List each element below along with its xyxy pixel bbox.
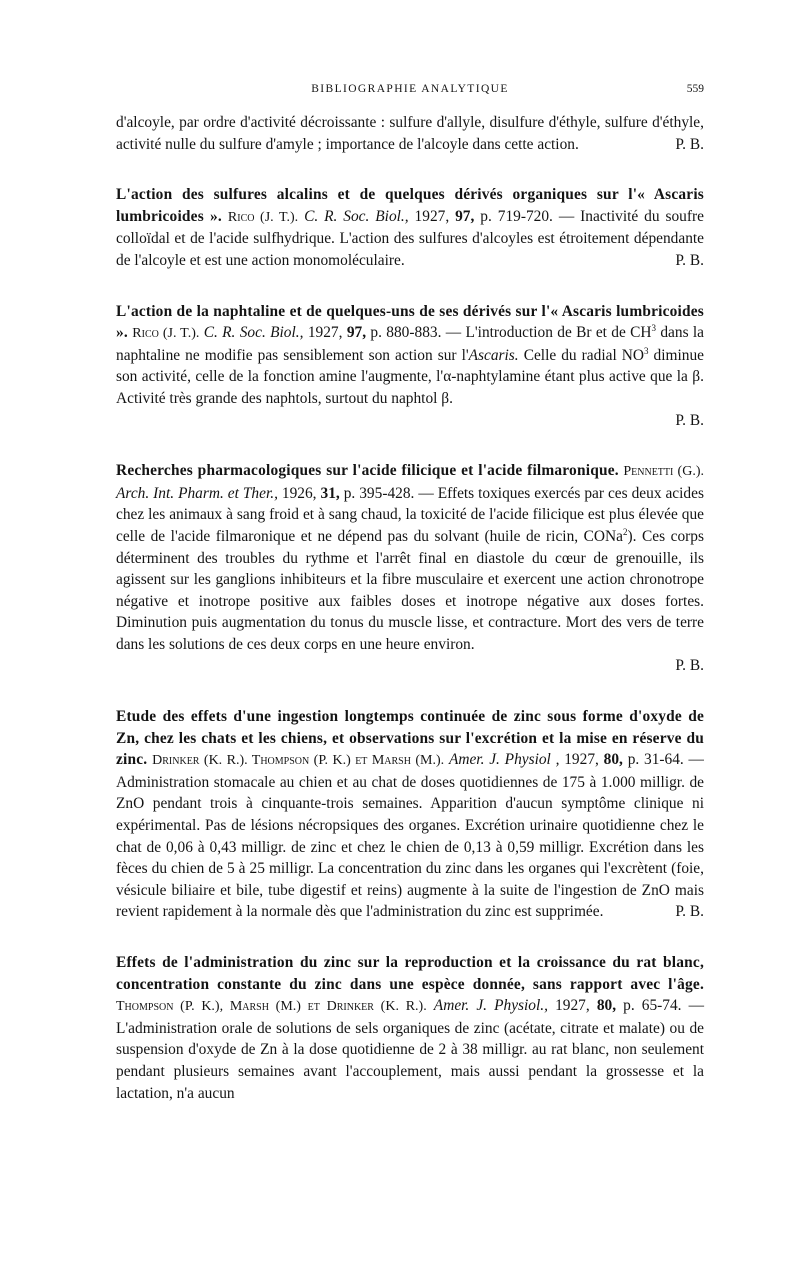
entry-body: — Inactivité du soufre colloïdal et de l'acide sulfhydrique. L'action des sulfures d'alcoyles est étroitement dépendante de l'alcoyle et est une action monomoléculaire. — [116, 207, 704, 269]
entry-volume: 31, — [320, 484, 340, 502]
entry-author: Drinker (K. R.). Thompson (P. K.) et Marsh (M.). — [152, 753, 445, 769]
entry-year: 1927, — [564, 751, 599, 769]
entry-author: Pennetti (G.). — [623, 464, 704, 480]
entry-volume: 80, — [596, 997, 617, 1015]
bibliography-entry — [116, 184, 704, 271]
entry-pages: p. 395-428. — [343, 484, 415, 502]
entry-journal: Amer. J. Physiol., — [433, 997, 548, 1015]
bibliography-entry — [116, 706, 704, 923]
superscript: 3 — [644, 345, 649, 356]
entry-signature: P. B. — [675, 903, 704, 921]
entry-signature: P. B. — [675, 657, 704, 675]
entry-title: Recherches pharmacologiques sur l'acide filicique et l'acide filmaronique. — [116, 462, 619, 480]
entry-volume: 97, — [346, 324, 367, 342]
entry-body: — Effets toxiques exercés par ces deux acides chez les animaux à sang froid et à sang chaud, la toxicité de l'acide filicique est plus élevée que celle de l'acide filmaronique et ne dépend pas du solvant (huile de ricin, CONa$^2$). Ces corps déterminent des troubles du rythme et l'arrêt final en diastole du cœur de grenouille, ils agissent sur les ganglions inhibiteurs et la fibre musculaire et exercent une action chronotrope négative et inotrope positive aux faibles doses et inotrope négative aux doses fortes. Diminution puis augmentation du tonus du muscle lisse, et contracture. Mort des vers de terre dans les solutions de ces deux corps en une heure environ. — [116, 484, 704, 653]
entry-pages: p. 880-883. — [370, 324, 442, 342]
entry-year: 1927, — [307, 324, 343, 342]
entry-continuation — [116, 112, 704, 155]
entry-signature: P. B. — [675, 135, 704, 153]
entry-author: Thompson (P. K.), Marsh (M.) et Drinker (K. R.). — [116, 999, 427, 1015]
entry-body: — Administration stomacale au chien et au chat de doses quotidiennes de 175 à 1.000 milligr. de ZnO pendant trois à cinquante-trois semaines. Apparition d'aucun symptôme clinique ni expérimental. Pas de lésions nécropsiques des organes. Excrétion urinaire quotidienne chez le chat de 0,06 à 0,43 milligr. de zinc et chez le chien de 0,13 à 0,59 milligr. Excrétion dans les fèces du chien de 5 à 25 milligr. La concentration du zinc dans les organes qui l'excrètent (foie, vésicule biliaire et bile, tube digestif et reins) augmente à la suite de l'ingestion de ZnO mais revient rapidement à la normale dès que l'administration du zinc est supprimée. — [116, 751, 704, 921]
superscript: 2 — [623, 526, 628, 537]
superscript: 3 — [651, 323, 657, 334]
entry-journal: C. R. Soc. Biol., — [203, 324, 304, 342]
entry-year: 1926, — [281, 484, 317, 502]
entry-body: — L'administration orale de solutions de sels organiques de zinc (acétate, citrate et malate) ou de suspension d'oxyde de Zn à la dose quotidienne de 2 à 38 milligr. au rat blanc, non seulement pendant plusieurs semaines avant l'accouplement, mais aussi pendant la grossesse et la lactation, n'a aucun — [116, 997, 705, 1102]
bibliography-entry — [116, 952, 704, 1104]
entry-pages: p. 31-64. — [627, 751, 684, 769]
entry-pages: p. 719-720. — [480, 207, 553, 225]
running-header — [116, 78, 704, 100]
running-title: BIBLIOGRAPHIE ANALYTIQUE — [311, 83, 509, 95]
bibliography-entry — [116, 460, 704, 677]
entry-journal: Amer. J. Physiol , — [448, 751, 560, 769]
entry-body: — L'introduction de Br et de $CH^3$ dans la naphtaline ne modifie pas sensiblement son action sur l'Ascaris. Celle du radial $NO^3$ diminue son activité, celle de la fonction amine l'augmente, l'α-naphtylamine étant plus active que la β. Activité très grande des naphtols, surtout du naphtol β. — [116, 323, 704, 407]
entry-title: L'action des sulfures alcalins et de quelques dérivés organiques sur l'« Ascaris lumbricoides ». — [116, 186, 704, 225]
document-page — [116, 78, 704, 1104]
page-number: 559 — [686, 83, 704, 95]
entry-author: Rico (J. T.). — [227, 209, 299, 225]
entry-pages: p. 65-74. — [623, 997, 682, 1015]
entry-author: Rico (J. T.). — [132, 326, 200, 342]
bibliography-entry — [116, 301, 704, 432]
entry-journal: Arch. Int. Pharm. et Ther., — [116, 484, 278, 502]
entry-year: 1927, — [555, 997, 590, 1015]
entry-title: Effets de l'administration du zinc sur la reproduction et la croissance du rat blanc, concentration constante du zinc dans une espèce donnée, sans rapport avec l'âge. — [116, 954, 704, 993]
entry-year: 1927, — [414, 207, 450, 225]
entry-volume: 97, — [455, 207, 475, 225]
entry-journal: C. R. Soc. Biol., — [304, 207, 409, 225]
entry-volume: 80, — [603, 751, 623, 769]
entry-title: L'action de la naphtaline et de quelques-uns de ses dérivés sur l'« Ascaris lumbricoides ». — [116, 302, 704, 342]
entry-title: Etude des effets d'une ingestion longtemps continuée de zinc sous forme d'oxyde de Zn, chez les chats et les chiens, et observations sur l'excrétion et la mise en réserve du zinc. — [116, 708, 704, 769]
entry-signature: P. B. — [675, 411, 704, 429]
entry-body: d'alcoyle, par ordre d'activité décroissante : sulfure d'allyle, disulfure d'éthyle, sulfure d'éthyle, activité nulle du sulfure d'amyle ; importance de l'alcoyle dans cette action. — [116, 114, 704, 153]
entry-signature: P. B. — [675, 251, 704, 269]
